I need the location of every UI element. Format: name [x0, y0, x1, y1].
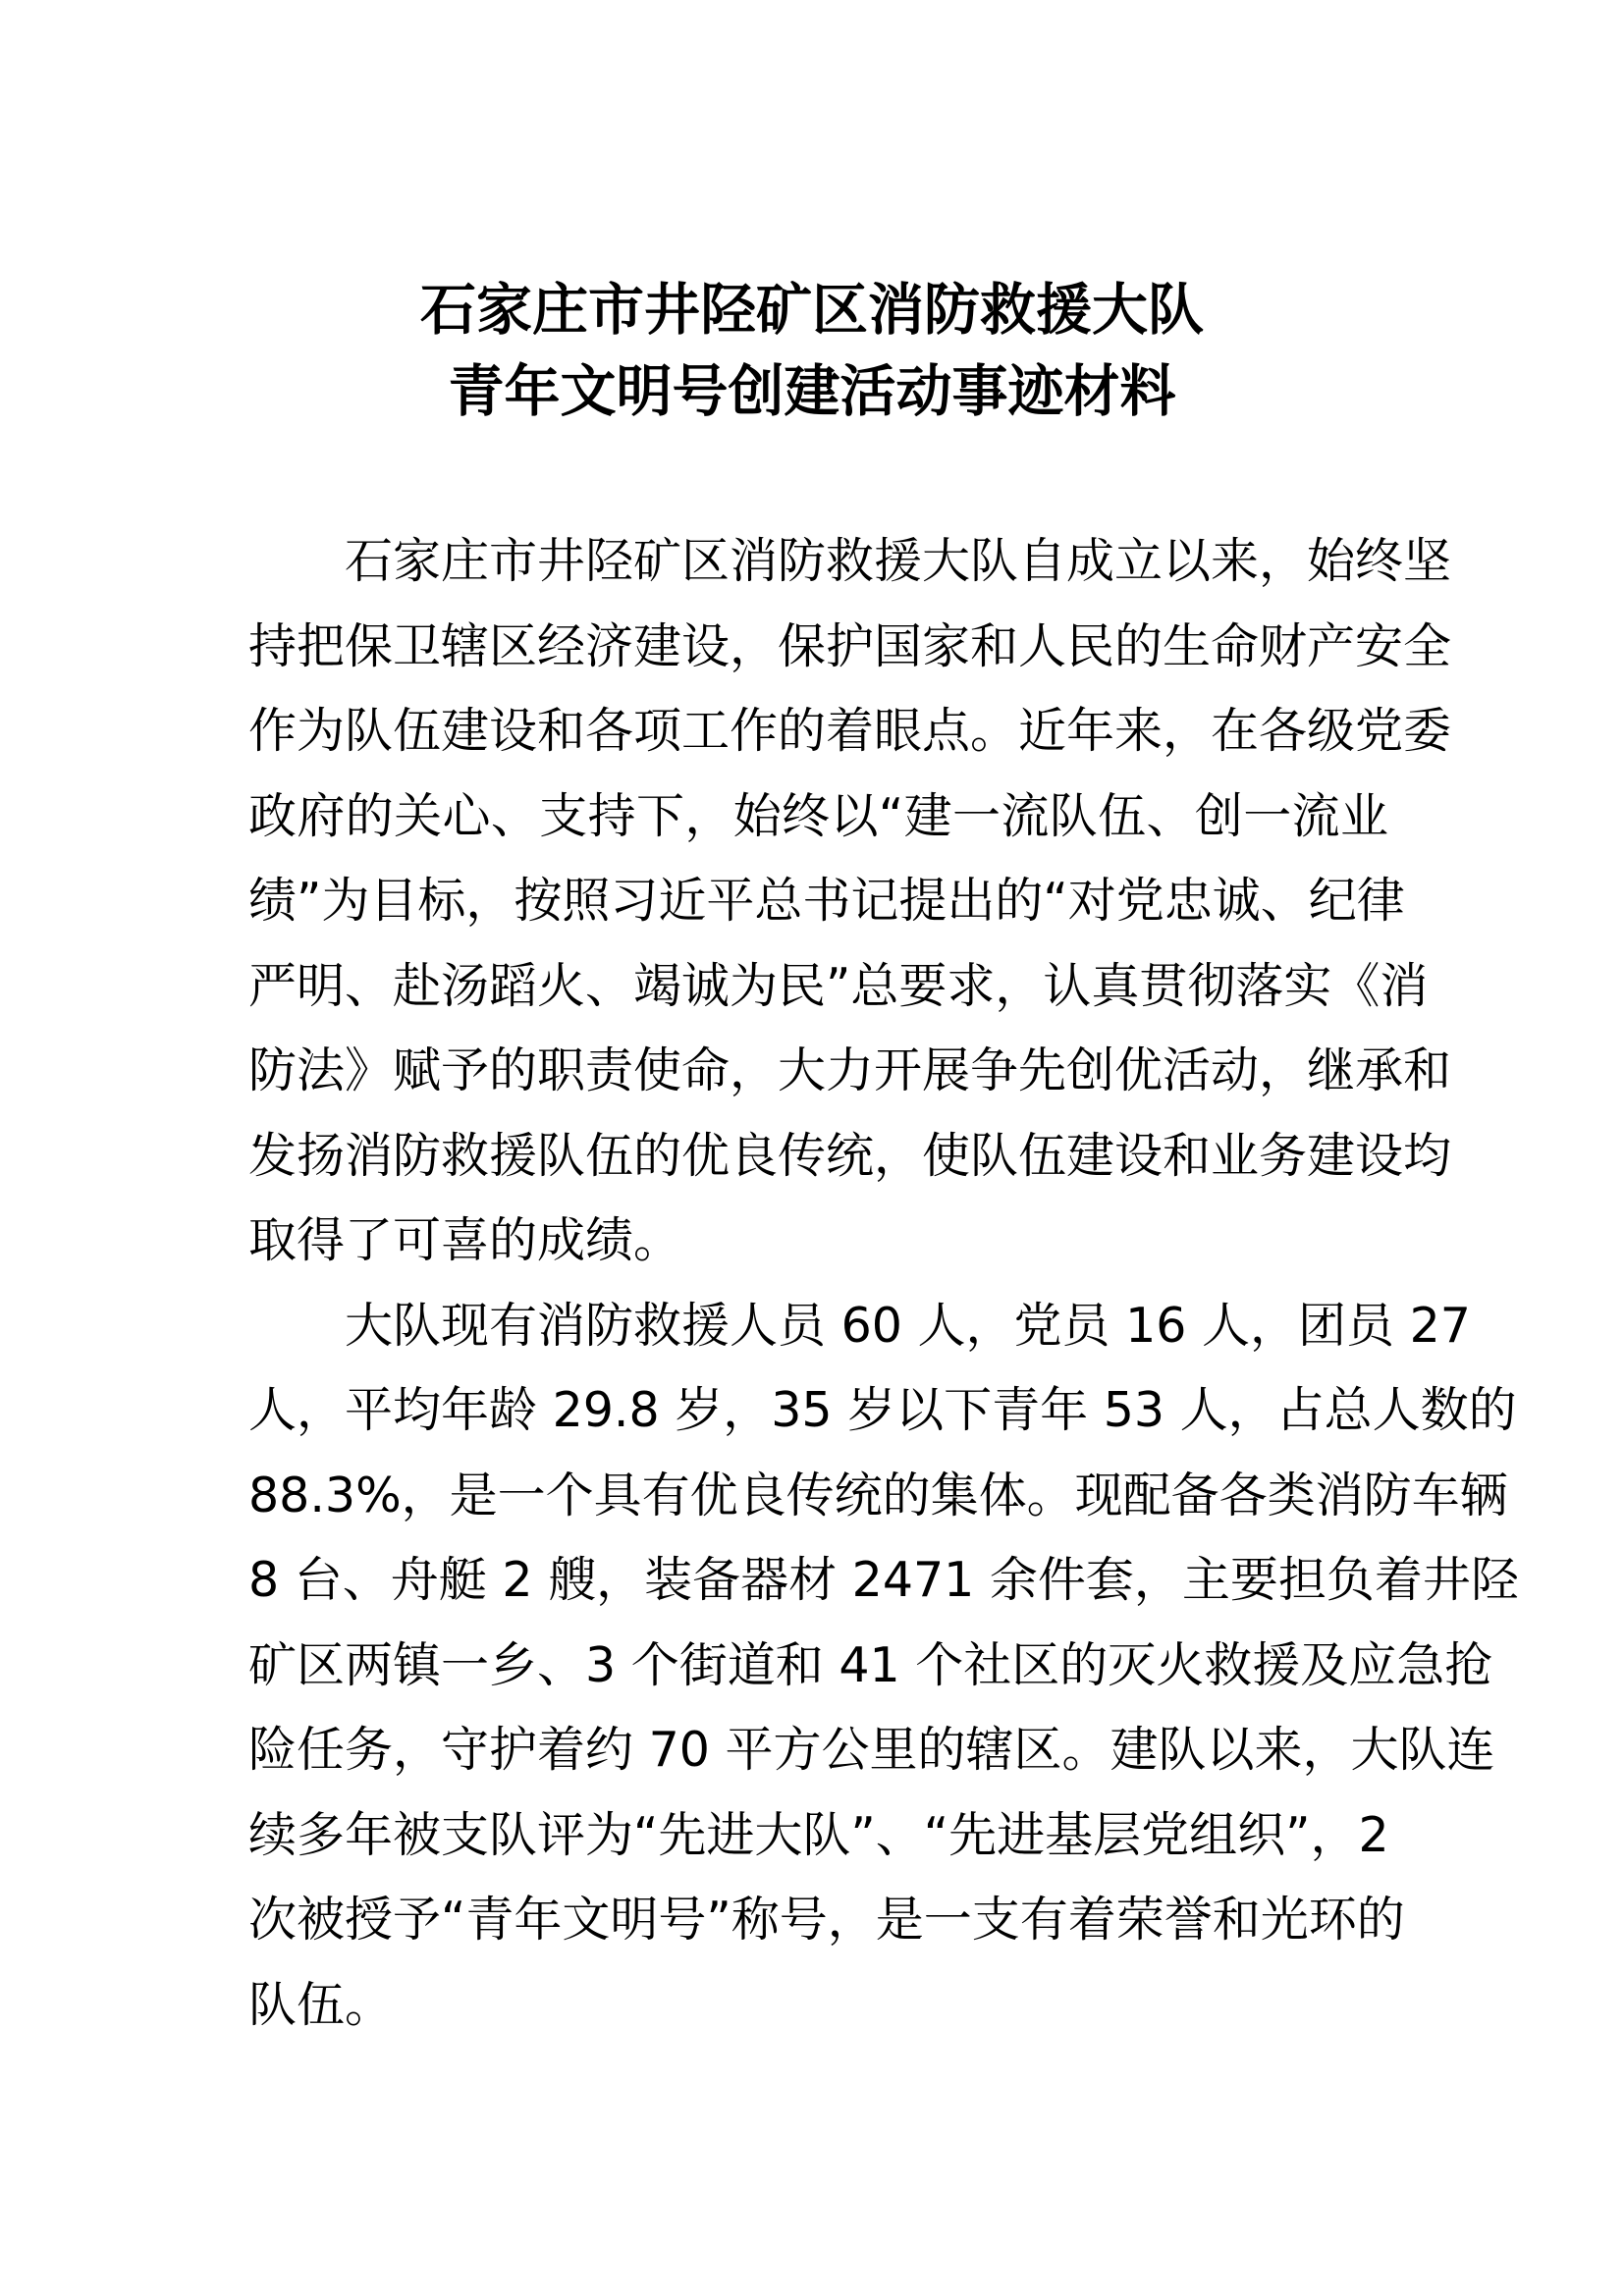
document-body	[248, 519, 1519, 2048]
paragraph	[248, 1284, 1519, 2049]
paragraph-line: 作为队伍建设和各项工作的着眼点。近年来，在各级党委	[248, 703, 1452, 759]
paragraph-line: 发扬消防救援队伍的优良传统，使队伍建设和业务建设均	[248, 1127, 1452, 1184]
paragraph-line: 绩”为目标，按照习近平总书记提出的“对党忠诚、纪律	[248, 873, 1405, 929]
title-line-2: 青年文明号创建活动事迹材料	[448, 358, 1176, 424]
paragraph-line: 大队现有消防救援人员 60 人，党员 16 人，团员 27	[248, 1297, 1471, 1354]
paragraph-line: 次被授予“青年文明号”称号，是一支有着荣誉和光环的	[248, 1892, 1405, 1948]
paragraph-line: 险任务，守护着约 70 平方公里的辖区。建队以来，大队连	[248, 1722, 1495, 1778]
paragraph-line: 矿区两镇一乡、3 个街道和 41 个社区的灭火救援及应急抢	[248, 1636, 1493, 1693]
paragraph-line: 队伍。	[248, 1976, 394, 2033]
paragraph-line: 严明、赴汤蹈火、竭诚为民”总要求，认真贯彻落实《消	[248, 957, 1429, 1014]
paragraph	[248, 519, 1452, 1284]
paragraph-line: 持把保卫辖区经济建设，保护国家和人民的生命财产安全	[248, 617, 1452, 674]
document-title	[0, 269, 1624, 432]
paragraph-line: 8 台、舟艇 2 艘，装备器材 2471 余件套，主要担负着井陉	[248, 1552, 1519, 1608]
paragraph-line: 政府的关心、支持下，始终以“建一流队伍、创一流业	[248, 787, 1388, 844]
paragraph-line: 续多年被支队评为“先进大队”、“先进基层党组织”，2	[248, 1806, 1389, 1863]
paragraph-line: 石家庄市井陉矿区消防救援大队自成立以来，始终坚	[248, 533, 1452, 589]
paragraph-line: 取得了可喜的成绩。	[248, 1212, 682, 1268]
paragraph-line: 防法》赋予的职责使命，大力开展争先创优活动，继承和	[248, 1042, 1452, 1098]
paragraph-line: 88.3%，是一个具有优良传统的集体。现配备各类消防车辆	[248, 1467, 1508, 1523]
paragraph-line: 人，平均年龄 29.8 岁，35 岁以下青年 53 人，占总人数的	[248, 1382, 1517, 1438]
title-line-1: 石家庄市井陉矿区消防救援大队	[420, 277, 1204, 343]
